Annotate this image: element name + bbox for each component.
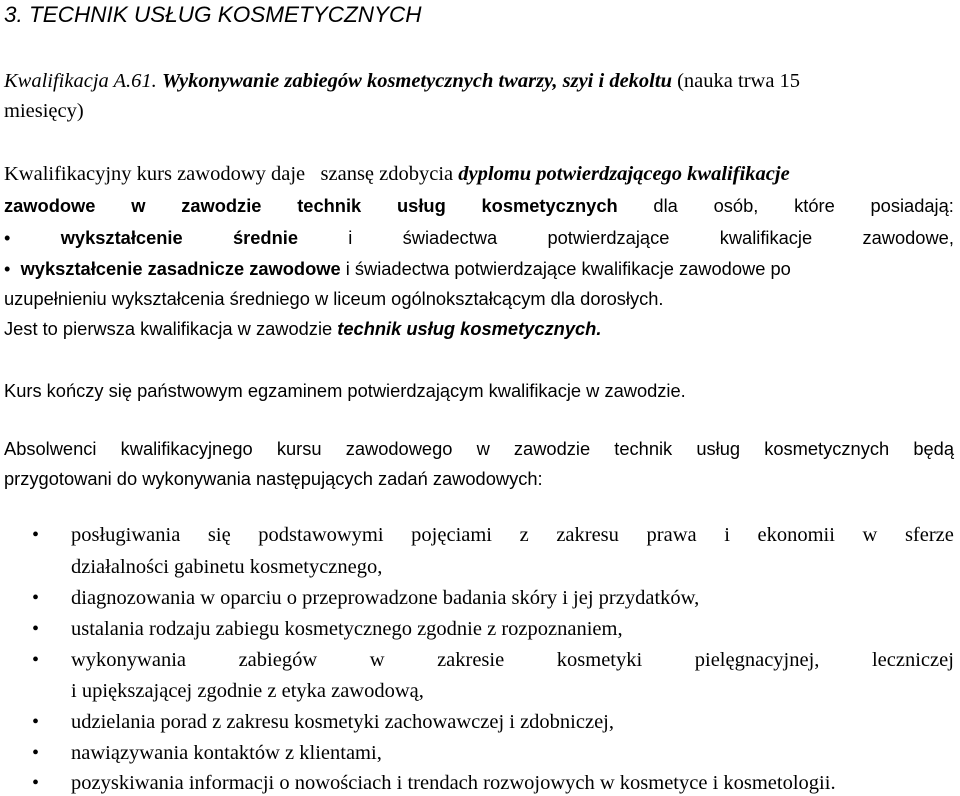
intro-word: posiadają:	[870, 195, 954, 216]
task-word: kosmetyki	[556, 649, 643, 671]
task-word: zabiegów	[238, 649, 318, 671]
intro-word: kosmetycznych	[481, 195, 618, 216]
task-word: leczniczej	[871, 649, 954, 671]
task-word: pielęgnacyjnej,	[694, 649, 820, 671]
requirement-word: świadectwa	[402, 227, 498, 248]
graduates-word: technik	[614, 438, 673, 459]
exam-line: Kurs kończy się państwowym egzaminem potwierdzającym kwalifikacje w zawodzie.	[4, 380, 686, 401]
task-7: pozyskiwania informacji o nowościach i trendach rozwojowych w kosmetyce i kosmetologii.	[71, 772, 836, 794]
task-word: prawa	[646, 524, 697, 546]
bullet-icon: •	[32, 649, 40, 671]
task-word: i	[724, 524, 730, 546]
requirement-bold: wykształcenie zasadnicze zawodowe	[20, 258, 341, 279]
qualification-label: Kwalifikacja A.61.	[4, 70, 157, 92]
task-4	[71, 649, 954, 672]
requirement-word: średnie	[232, 227, 298, 248]
task-word: z	[519, 524, 529, 546]
task-word: ekonomii	[757, 524, 835, 546]
task-word: pojęciami	[411, 524, 493, 546]
requirement-2	[4, 258, 954, 280]
graduates-line-2: przygotowani do wykonywania następujących zadań zawodowych:	[4, 468, 543, 489]
task-word: się	[207, 524, 231, 546]
requirement-word: potwierdzające	[547, 227, 670, 248]
intro-word: dla	[653, 195, 678, 216]
qualification-name: Wykonywanie zabiegów kosmetycznych twarzy, szyi i dekoltu	[161, 70, 672, 92]
bullet-icon: •	[4, 227, 11, 248]
task-word: w	[369, 649, 385, 671]
requirement-2-cont: uzupełnieniu wykształcenia średniego w liceum ogólnokształcącym dla dorosłych.	[4, 288, 664, 309]
bullet-icon: •	[32, 711, 40, 733]
task-word: wykonywania	[71, 649, 187, 671]
requirement-word: wykształcenie	[60, 227, 183, 248]
task-word: sferze	[904, 524, 954, 546]
graduates-word: kosmetycznych	[764, 438, 890, 459]
graduates-word: Absolwenci	[4, 438, 97, 459]
graduates-word: zawodowego	[345, 438, 453, 459]
intro-word: w	[131, 195, 146, 216]
graduates-word: usług	[696, 438, 741, 459]
intro-word: technik	[297, 195, 362, 216]
task-word: zakresu	[556, 524, 619, 546]
intro-text-b: szansę zdobycia	[320, 163, 454, 185]
task-6: nawiązywania kontaktów z klientami,	[71, 742, 382, 764]
intro-word: zawodzie	[181, 195, 262, 216]
bullet-icon: •	[32, 772, 40, 794]
first-qualification-text: Jest to pierwsza kwalifikacja w zawodzie	[4, 318, 333, 339]
first-qualification	[4, 318, 954, 340]
intro-word: które	[794, 195, 835, 216]
task-5: udzielania porad z zakresu kosmetyki zachowawczej i zdobniczej,	[71, 711, 614, 733]
task-word: podstawowymi	[258, 524, 384, 546]
graduates-word: będą	[913, 438, 954, 459]
task-word: posługiwania	[71, 524, 181, 546]
page-heading: 3. TECHNIK USŁUG KOSMETYCZNYCH	[4, 2, 422, 27]
graduates-word: zawodzie	[513, 438, 591, 459]
intro-word: usług	[396, 195, 446, 216]
bullet-icon: •	[32, 742, 40, 764]
intro-line-2	[4, 195, 954, 217]
intro-word: zawodowe	[4, 195, 96, 216]
requirement-word: zawodowe,	[862, 227, 954, 248]
bullet-icon: •	[4, 258, 11, 279]
bullet-icon: •	[32, 524, 40, 546]
bullet-icon: •	[32, 618, 40, 640]
first-qualification-profession: technik usług kosmetycznych.	[337, 318, 602, 339]
graduates-line-1	[4, 438, 954, 460]
requirement-1	[4, 227, 954, 249]
requirement-rest: i świadectwa potwierdzające kwalifikacje zawodowe po	[345, 258, 791, 279]
qualification-line	[4, 70, 954, 93]
graduates-word: w	[476, 438, 490, 459]
task-word: w	[862, 524, 878, 546]
intro-diploma: dyplomu potwierdzającego kwalifikacje	[458, 163, 790, 185]
task-3: ustalania rodzaju zabiegu kosmetycznego zgodnie z rozpoznaniem,	[71, 618, 623, 640]
bullet-icon: •	[32, 587, 40, 609]
task-1-cont: działalności gabinetu kosmetycznego,	[71, 556, 383, 578]
graduates-word: kursu	[276, 438, 322, 459]
task-word: zakresie	[437, 649, 505, 671]
intro-word: osób,	[713, 195, 759, 216]
qualification-duration-cont: miesięcy)	[4, 100, 84, 122]
task-1	[71, 524, 954, 547]
task-4-cont: i upiększającej zgodnie z etyka zawodową,	[71, 680, 424, 702]
graduates-word: kwalifikacyjnego	[120, 438, 253, 459]
intro-text-a: Kwalifikacyjny kurs zawodowy daje	[4, 163, 306, 185]
intro-line-1	[4, 163, 954, 186]
task-2: diagnozowania w oparciu o przeprowadzone badania skóry i jej przydatków,	[71, 587, 700, 609]
requirement-word: i	[348, 227, 353, 248]
qualification-duration: (nauka trwa 15	[677, 70, 801, 92]
requirement-word: kwalifikacje	[719, 227, 813, 248]
